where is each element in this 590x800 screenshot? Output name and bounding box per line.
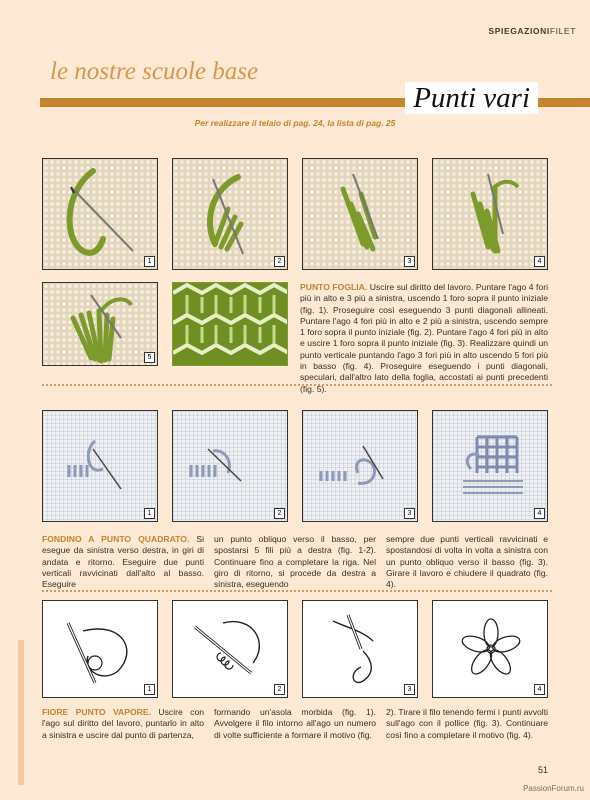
figure-number: 1 (144, 684, 155, 695)
flower-figure-4 (432, 600, 548, 698)
paragraph-fiore-col1 (42, 707, 204, 741)
paragraph-body: Uscire con l'ago sul diritto del lavoro, puntarlo in alto a sinistra e uscire dal punto di partenza, (42, 707, 205, 740)
leaf-pattern-art (173, 283, 288, 366)
leaf-figure-4-art (433, 159, 548, 270)
figure-number: 3 (404, 508, 415, 519)
leaf-figure-1 (42, 158, 158, 270)
square-figure-2-art (173, 411, 288, 522)
figure-number: 3 (404, 684, 415, 695)
side-bar (18, 640, 24, 785)
figure-number: 2 (274, 508, 285, 519)
series-title: le nostre scuole base (50, 58, 259, 85)
figure-number: 2 (274, 684, 285, 695)
square-figure-3-art (303, 411, 418, 522)
flower-figure-3-art (303, 601, 418, 698)
square-figure-3 (302, 410, 418, 522)
flower-figure-1 (42, 600, 158, 698)
flower-figure-3 (302, 600, 418, 698)
flower-figure-1-art (43, 601, 158, 698)
square-figure-4-art (433, 411, 548, 522)
figure-number: 4 (534, 684, 545, 695)
figure-number: 3 (404, 256, 415, 267)
leaf-figure-3 (302, 158, 418, 270)
figure-number: 1 (144, 256, 155, 267)
subtitle: Per realizzare il telaio di pag. 24, la lista di pag. 25 (194, 118, 396, 128)
section-header (488, 26, 576, 36)
paragraph-foglia (300, 282, 548, 395)
square-figure-4 (432, 410, 548, 522)
paragraph-fiore-col3: 2). Tirare il filo tenendo fermi i punti avvolti sull'ago con il pollice (fig. 3). Continuare così fino a completare il motivo (fig. 4). (386, 707, 548, 740)
leaf-figure-3-art (303, 159, 418, 270)
square-figure-1-art (43, 411, 158, 522)
divider (42, 590, 552, 592)
paragraph-lead: FONDINO A PUNTO QUADRATO. (42, 534, 190, 544)
leaf-figure-2-art (173, 159, 288, 270)
leaf-figure-5-art (43, 283, 158, 366)
figure-number: 2 (274, 256, 285, 267)
figure-number: 4 (534, 508, 545, 519)
flower-figure-2-art (173, 601, 288, 698)
figure-number: 1 (144, 508, 155, 519)
leaf-pattern-swatch (172, 282, 288, 366)
leaf-figure-2 (172, 158, 288, 270)
figure-number: 5 (144, 352, 155, 363)
watermark: PassionForum.ru (523, 784, 584, 793)
paragraph-quadrato-col3: sempre due punti verticali ravvicinati e spostandosi di volta in volta a sinistra con un punto obliquo verso il basso (fig. 3). Girare il lavoro e chiudere il quadrato (fig. 4). (386, 534, 548, 590)
divider (42, 384, 552, 386)
paragraph-body: Uscire sul diritto del lavoro. Puntare l'ago 4 fori più in alto e 3 più a sinistra, uscendo 1 foro sopra il punto iniziale (fig. 1). Proseguire così eseguendo 3 punti diagonali allineati. Puntare l'ago 4 fori più in alto e 2 più a sinistra, uscendo sempre 1 foro sopra il punto iniziale (fig. 2). Puntare l'ago 4 fori più in alto e uscire 1 foro sopra il punto iniziale (fig. 3). Realizzare quindi un punto verticale puntando l'ago 3 fori più in alto uscendo 5 fori più in basso (fig. 4). Proseguire eseguendo i punti diagonali, speculari, dall'altro lato della foglia, accostati ai punti precedenti (fig. 5). (300, 282, 548, 394)
figure-number: 4 (534, 256, 545, 267)
page-number: 51 (537, 765, 548, 775)
paragraph-lead: PUNTO FOGLIA. (300, 282, 368, 292)
paragraph-fiore-col2: formando un'asola morbida (fig. 1). Avvolgere il filo intorno all'ago un numero di volte sufficiente a formare il motivo (fig. (214, 707, 376, 740)
flower-figure-4-art (433, 601, 548, 698)
paragraph-lead: FIORE PUNTO VAPORE. (42, 707, 152, 717)
paragraph-quadrato-col1 (42, 534, 204, 590)
page-title: Punti vari (405, 82, 538, 114)
paragraph-quadrato-col2: un punto obliquo verso il basso, per spostarsi 5 fili più a destra (fig. 1-2). Continuare fino a completare la riga. Nel giro di ritorno, si procede da destra a sinistra, eseguendo (214, 534, 376, 590)
leaf-figure-4 (432, 158, 548, 270)
square-figure-2 (172, 410, 288, 522)
section-bold: SPIEGAZIONI (488, 26, 550, 36)
paragraph-body: Si esegue da sinistra verso destra, in giri di andata e ritorno. Eseguire due punti verticali ravvicinati dall'alto al basso. Eseguire (42, 534, 204, 590)
flower-figure-2 (172, 600, 288, 698)
leaf-figure-1-art (43, 159, 158, 270)
leaf-figure-5 (42, 282, 158, 366)
section-light: FILET (549, 26, 576, 36)
square-figure-1 (42, 410, 158, 522)
